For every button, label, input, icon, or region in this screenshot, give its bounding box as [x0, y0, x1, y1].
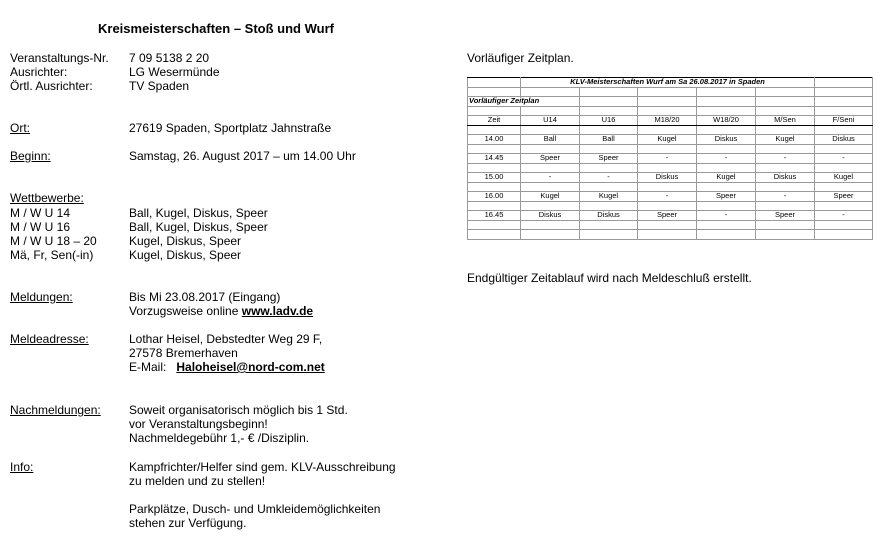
group-senioren: Mä, Fr, Sen(-in): [10, 248, 94, 262]
value-ausrichter: LG Wesermünde: [129, 65, 220, 79]
meldungen-online-prefix: Vorzugsweise online: [129, 304, 239, 318]
value-veranstaltungs-nr: 7 09 5138 2 20: [129, 51, 210, 65]
info-labels: [10, 51, 109, 93]
col-u14: U14: [521, 116, 580, 126]
col-u16: U16: [580, 116, 638, 126]
table-row: 16.00 Kugel Kugel - Speer - Speer: [468, 192, 873, 202]
schedule-table: [467, 77, 873, 240]
label-veranstaltungs-nr: Veranstaltungs-Nr.: [10, 51, 109, 65]
col-m-sen: M/Sen: [756, 116, 815, 126]
group-u14: M / W U 14: [10, 206, 71, 220]
table-row: 14.45 Speer Speer - - - -: [468, 154, 873, 164]
events-senioren: Kugel, Diskus, Speer: [129, 248, 242, 262]
meldungen-deadline: Bis Mi 23.08.2017 (Eingang): [129, 290, 281, 304]
col-zeit: Zeit: [468, 116, 521, 126]
email-label: E-Mail:: [129, 360, 167, 374]
meldungen-online: [129, 304, 313, 318]
nachmeldungen-text: [129, 403, 348, 445]
schedule-subheading: Vorläufiger Zeitplan: [468, 97, 580, 107]
ort-label: Ort:: [10, 121, 30, 135]
nachmeldungen-line-3: Nachmeldegebühr 1,- € /Disziplin.: [129, 431, 310, 445]
page-title: Kreismeisterschaften – Stoß und Wurf: [98, 21, 334, 36]
meldungen-text: [129, 290, 313, 318]
info-text: [129, 460, 396, 530]
beginn-label: Beginn:: [10, 149, 51, 163]
nachmeldungen-line-1: Soweit organisatorisch möglich bis 1 Std.: [129, 403, 348, 417]
schedule-header-row: [468, 116, 873, 126]
table-row: 16.45 Diskus Diskus Speer - Speer -: [468, 211, 873, 221]
info-line-4: stehen zur Verfügung.: [129, 516, 247, 530]
ladv-link[interactable]: www.ladv.de: [241, 304, 314, 318]
events-u18-20: Kugel, Diskus, Speer: [129, 234, 242, 248]
nachmeldungen-label: Nachmeldungen:: [10, 403, 101, 417]
schedule-heading: Vorläufiger Zeitplan.: [467, 51, 574, 65]
col-w18-20: W18/20: [697, 116, 756, 126]
group-u16: M / W U 16: [10, 220, 71, 234]
table-row: 15.00 - - Diskus Kugel Diskus Kugel: [468, 173, 873, 183]
nachmeldungen-line-2: vor Veranstaltungsbeginn!: [129, 417, 268, 431]
ort-value: 27619 Spaden, Sportplatz Jahnstraße: [129, 121, 332, 135]
meldungen-label: Meldungen:: [10, 290, 73, 304]
schedule-banner: KLV-Meisterschaften Wurf am Sa 26.08.2017 in Spaden: [521, 78, 815, 88]
wettbewerbe-events: [129, 206, 268, 262]
group-u18-20: M / W U 18 – 20: [10, 234, 97, 248]
address-line-1: Lothar Heisel, Debstedter Weg 29 F,: [129, 332, 323, 346]
email-line: [129, 360, 325, 374]
meldeadresse-text: [129, 332, 325, 374]
events-u14: Ball, Kugel, Diskus, Speer: [129, 206, 268, 220]
wettbewerbe-groups: [10, 206, 97, 262]
col-m18-20: M18/20: [638, 116, 697, 126]
table-row: 14.00 Ball Ball Kugel Diskus Kugel Diskus: [468, 135, 873, 145]
label-ausrichter: Ausrichter:: [10, 65, 68, 79]
col-f-seni: F/Seni: [815, 116, 873, 126]
beginn-value: Samstag, 26. August 2017 – um 14.00 Uhr: [129, 149, 356, 163]
info-line-3: Parkplätze, Dusch- und Umkleidemöglichkeiten: [129, 502, 381, 516]
meldeadresse-label: Meldeadresse:: [10, 332, 89, 346]
events-u16: Ball, Kugel, Diskus, Speer: [129, 220, 268, 234]
value-oertl-ausrichter: TV Spaden: [129, 79, 190, 93]
info-line-2: zu melden und zu stellen!: [129, 474, 266, 488]
final-note: Endgültiger Zeitablauf wird nach Meldeschluß erstellt.: [467, 271, 752, 285]
address-line-2: 27578 Bremerhaven: [129, 346, 238, 360]
info-label: Info:: [10, 460, 34, 474]
info-line-1: Kampfrichter/Helfer sind gem. KLV-Ausschreibung: [129, 460, 396, 474]
wettbewerbe-label: Wettbewerbe:: [10, 191, 84, 205]
email-link[interactable]: Haloheisel@nord-com.net: [176, 360, 325, 374]
info-values: [129, 51, 220, 93]
label-oertl-ausrichter: Örtl. Ausrichter:: [10, 79, 93, 93]
